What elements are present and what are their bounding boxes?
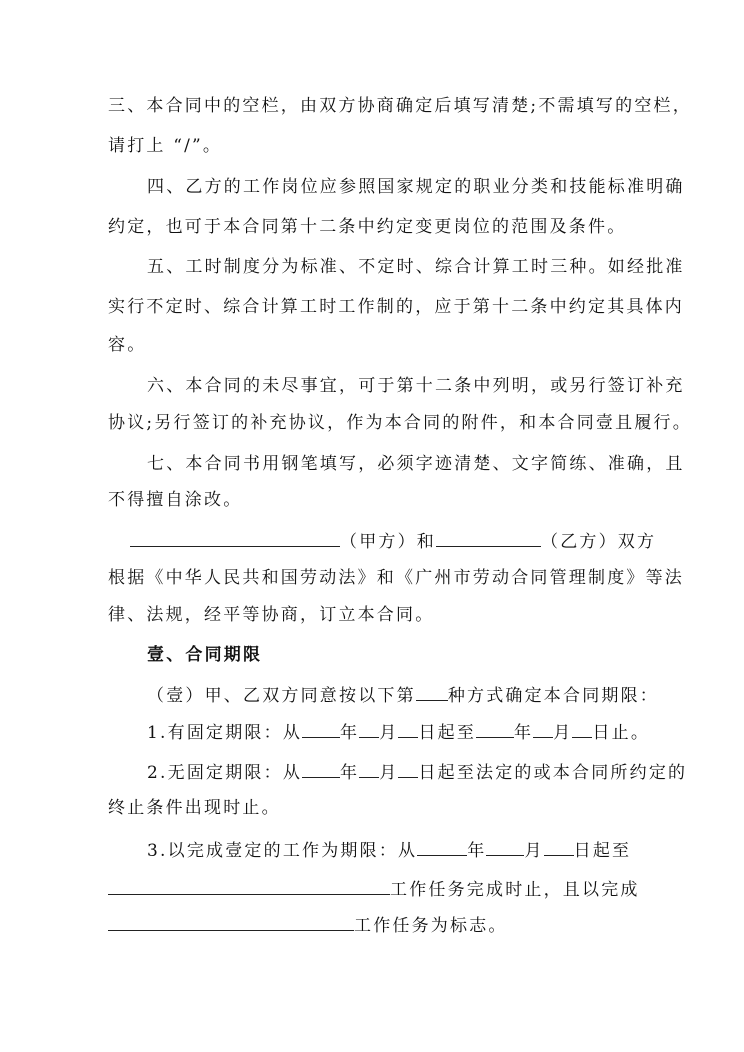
month-label: 月 (553, 723, 573, 743)
month-label: 月 (524, 841, 544, 861)
option-3-label: 3.以完成壹定的工作为期限：从 (147, 841, 418, 861)
opt2-start-day-blank[interactable] (398, 762, 418, 778)
opt3-year-blank[interactable] (417, 840, 467, 856)
clause-4-line-2: 约定，也可于本合同第十二条中约定变更岗位的范围及条件。 (108, 217, 627, 237)
party-a-label: （甲方）和 (340, 532, 436, 552)
clause-3-line-1: 三、本合同中的空栏，由双方协商确定后填写清楚;不需填写的空栏， (108, 96, 692, 116)
option-1-line (147, 722, 650, 743)
clause-7-line-2: 不得擅自涂改。 (108, 490, 243, 510)
opt3-day-blank[interactable] (544, 840, 574, 856)
term-intro-text-a: （壹）甲、乙双方同意按以下第 (147, 686, 416, 706)
opt1-start-month-blank[interactable] (359, 722, 379, 738)
clause-5-line-1: 五、工时制度分为标准、不定时、综合计算工时三种。如经批准 (147, 257, 685, 277)
day-from-label: 日起至 (418, 723, 477, 743)
clause-6-line-1: 六、本合同的未尽事宜，可于第十二条中列明，或另行签订补充 (147, 376, 685, 396)
opt3-month-blank[interactable] (486, 840, 524, 856)
option-3-line (147, 840, 631, 861)
clause-5-line-2: 实行不定时、综合计算工时工作制的，应于第十二条中约定其具体内 (108, 297, 684, 317)
opt2-start-month-blank[interactable] (359, 762, 379, 778)
opt1-end-year-blank[interactable] (476, 722, 514, 738)
option-1-label: 1.有固定期限：从 (147, 723, 303, 743)
option-3-line-2-text: 工作任务完成时止，且以完成 (390, 880, 640, 900)
term-intro-text-b: 种方式确定本合同期限： (447, 686, 660, 706)
opt1-end-day-blank[interactable] (572, 722, 592, 738)
year-label: 年 (514, 723, 534, 743)
option-3-line-3 (108, 915, 508, 936)
parties-line-2: 根据《中华人民共和国劳动法》和《广州市劳动合同管理制度》等法 (108, 568, 684, 588)
year-label: 年 (467, 841, 487, 861)
opt1-start-year-blank[interactable] (302, 722, 340, 738)
year-label: 年 (340, 723, 360, 743)
option-3-line-2 (108, 879, 640, 900)
party-b-label: （乙方）双方 (541, 532, 657, 552)
section-heading: 壹、合同期限 (147, 645, 263, 665)
clause-5-line-3: 容。 (108, 335, 147, 355)
opt2-start-year-blank[interactable] (302, 762, 340, 778)
term-type-blank[interactable] (416, 685, 448, 701)
term-intro (147, 685, 659, 706)
option-2-label: 2.无固定期限：从 (147, 763, 303, 783)
parties-line-3: 律、法规，经平等协商，订立本合同。 (108, 605, 435, 625)
day-start-label: 日起至 (573, 841, 632, 861)
clause-3-line-2: 请打上 “/”。 (108, 136, 223, 156)
party-b-blank[interactable] (436, 531, 541, 547)
clause-7-line-1: 七、本合同书用钢笔填写，必须字迹清楚、文字简练、准确，且 (147, 454, 685, 474)
option-2-tail: 日起至法定的或本合同所约定的 (418, 763, 688, 783)
opt1-end-month-blank[interactable] (533, 722, 553, 738)
option-2-line-2: 终止条件出现时止。 (108, 798, 281, 818)
parties-line-1 (130, 531, 656, 552)
option-3-line-3-text: 工作任务为标志。 (354, 916, 508, 936)
day-end-label: 日止。 (592, 723, 651, 743)
option-2-line (147, 762, 687, 783)
opt1-start-day-blank[interactable] (398, 722, 418, 738)
month-label: 月 (379, 723, 399, 743)
party-a-blank[interactable] (130, 531, 340, 547)
clause-6-line-2: 协议;另行签订的补充协议，作为本合同的附件，和本合同壹且履行。 (108, 413, 692, 433)
month-label: 月 (379, 763, 399, 783)
task-marker-blank[interactable] (108, 915, 354, 931)
year-label: 年 (340, 763, 360, 783)
task-completion-blank[interactable] (108, 879, 390, 895)
clause-4-line-1: 四、乙方的工作岗位应参照国家规定的职业分类和技能标准明确 (147, 177, 685, 197)
